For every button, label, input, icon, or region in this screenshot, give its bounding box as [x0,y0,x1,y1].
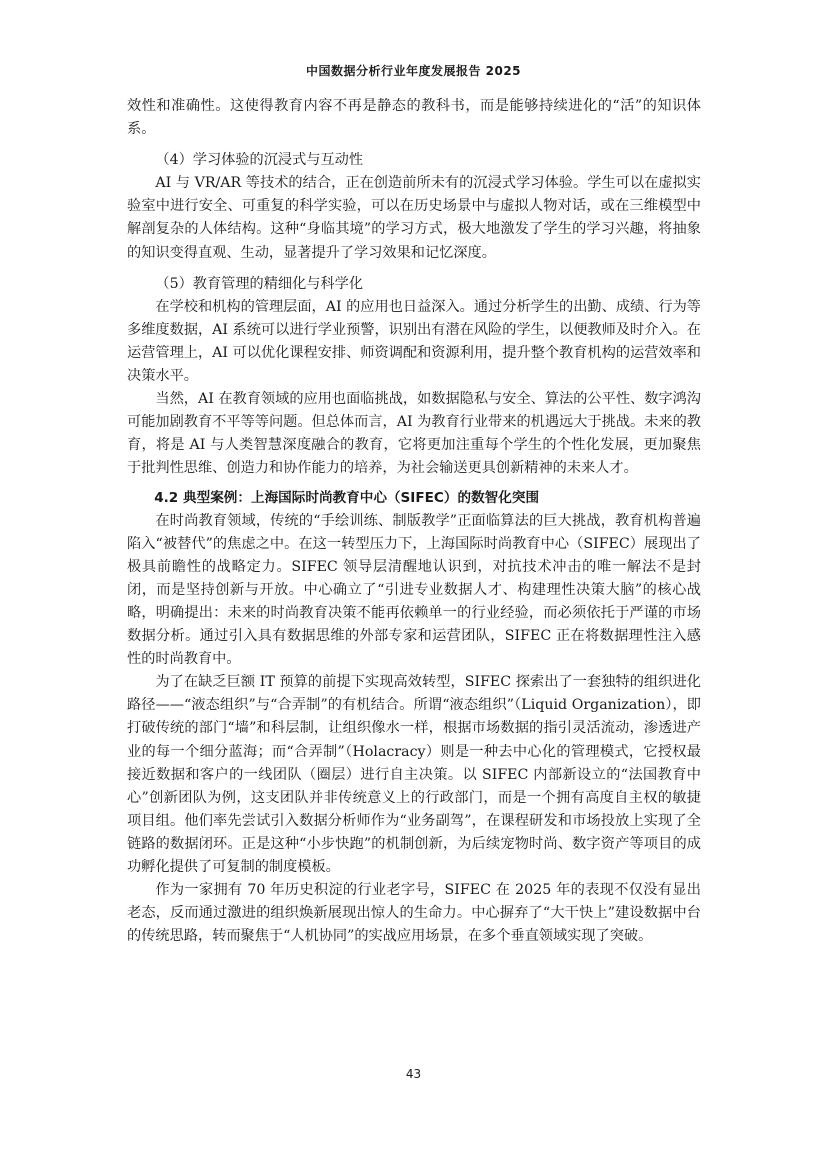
page-number: 43 [405,1067,422,1081]
section-4-2-paragraph-2: 为了在缺乏巨额 IT 预算的前提下实现高效转型，SIFEC 探索出了一套独特的组织进化路径——“液态组织”与“合弄制”的有机结合。所谓“液态组织”（Liquid Organization），即打破传统的部门“墙”和科层制，让组织像水一样，根据市场数据的指引灵活流动，渗透进产业的每一个细分蓝海；而“合弄制”（Holacracy）则是一种去中心化的管理模式，它授权最接近数据和客户的一线团队（圈层）进行自主决策。以 SIFEC 内部新设立的“法国教育中心”创新团队为例，这支团队并非传统意义上的行政部门，而是一个拥有高度自主权的敏捷项目组。他们率先尝试引入数据分析师作为“业务副驾”，在课程研发和市场投放上实现了全链路的数据闭环。正是这种“小步快跑”的机制创新，为后续宠物时尚、数字资产等项目的成功孵化提供了可复制的制度模板。 [127,674,701,875]
intro-continuation-paragraph: 效性和准确性。这使得教育内容不再是静态的教科书，而是能够持续进化的“活”的知识体系。 [127,98,701,138]
section-4-2-paragraph-1: 在时尚教育领域，传统的“手绘训练、制版教学”正面临算法的巨大挑战，教育机构普遍陷入“被替代”的焦虑之中。在这一转型压力下，上海国际时尚教育中心（SIFEC）展现出了极具前瞻性的战略定力。SIFEC 领导层清醒地认识到，对抗技术冲击的唯一解法不是封闭，而是坚持创新与开放。中心确立了“引进专业数据人才、构建理性决策大脑”的核心战略，明确提出：未来的时尚教育决策不能再依赖单一的行业经验，而必须依托于严谨的市场数据分析。通过引入具有数据思维的外部专家和运营团队，SIFEC 正在将数据理性注入感性的时尚教育中。 [127,512,701,668]
subsection-4-paragraph: AI 与 VR/AR 等技术的结合，正在创造前所未有的沉浸式学习体验。学生可以在虚拟实验室中进行安全、可重复的科学实验，可以在历史场景中与虚拟人物对话，或在三维模型中解剖复杂的人体结构。这种“身临其境”的学习方式，极大地激发了学生的学习兴趣，将抽象的知识变得直观、生动，显著提升了学习效果和记忆深度。 [127,175,701,261]
section-4-2-heading: 4.2 典型案例：上海国际时尚教育中心（SIFEC）的数智化突围 [154,489,540,506]
page-content [127,95,701,948]
running-header: 中国数据分析行业年度发展报告 2025 [305,64,522,78]
subsection-5-paragraph-1: 在学校和机构的管理层面，AI 的应用也日益深入。通过分析学生的出勤、成绩、行为等多维度数据，AI 系统可以进行学业预警，识别出有潜在风险的学生，以便教师及时介入。在运营管理上，AI 可以优化课程安排、师资调配和资源利用，提升整个教育机构的运营效率和决策水平。 [127,298,701,385]
subsection-5-heading: （5）教育管理的精细化与科学化 [155,275,364,292]
section-4-2-paragraph-3: 作为一家拥有 70 年历史积淀的行业老字号，SIFEC 在 2025 年的表现不仅没有显出老态，反而通过激进的组织焕新展现出惊人的生命力。中心摒弃了“大干快上”建设数据中台的传统思路，转而聚焦于“人机协同”的实战应用场景，在多个垂直领域实现了突破。 [127,882,701,945]
subsection-5-paragraph-2: 当然，AI 在教育领域的应用也面临挑战，如数据隐私与安全、算法的公平性、数字鸿沟可能加剧教育不平等等问题。但总体而言，AI 为教育行业带来的机遇远大于挑战。未来的教育，将是 AI 与人类智慧深度融合的教育，它将更加注重每个学生的个性化发展，更加聚焦于批判性思维、创造力和协作能力的培养，为社会输送更具创新精神的未来人才。 [127,391,701,477]
subsection-4-heading: （4）学习体验的沉浸式与互动性 [155,152,364,169]
